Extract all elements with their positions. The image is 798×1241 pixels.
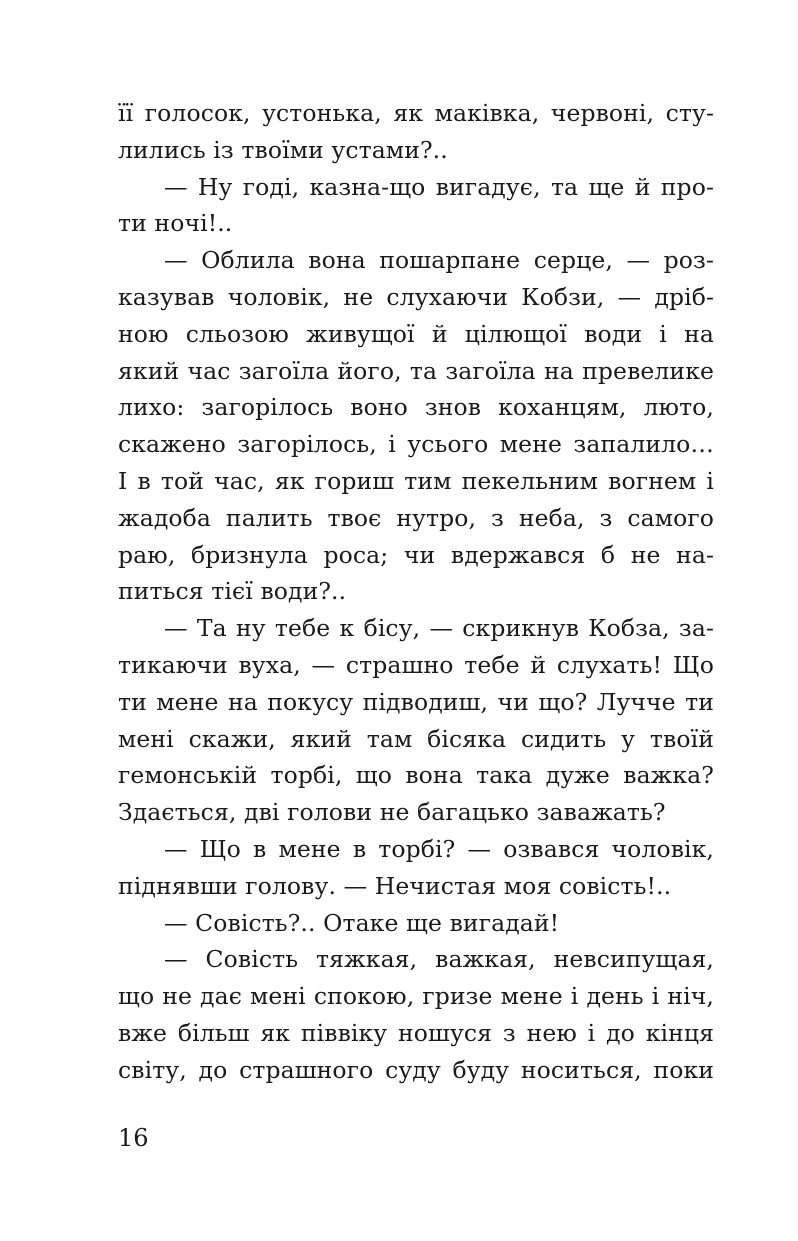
text-line: світу, до страшного суду буду носиться, поки	[118, 1055, 714, 1084]
text-line: тикаючи вуха, — страшно тебе й слухать! Що	[118, 650, 714, 679]
text-line: що не дає мені спокою, гризе мене і день і ніч,	[118, 982, 714, 1011]
text-line: раю, бризнула роса; чи вдержався б не на-	[118, 540, 714, 569]
text-line: І в той час, як гориш тим пекельним вогнем і	[118, 466, 714, 495]
text-line: скажено загорілось, і усього мене запалило…	[118, 430, 714, 459]
text-line: гемонській торбі, що вона така дуже важка?	[118, 761, 714, 790]
text-line: казував чоловік, не слухаючи Кобзи, — дріб-	[118, 282, 714, 311]
text-line: жадоба палить твоє нутро, з неба, з самого	[118, 503, 714, 532]
text-line: — Совість?.. Отаке ще вигадай!	[164, 908, 560, 937]
text-line: — Совість тяжкая, важкая, невсипущая,	[164, 945, 714, 974]
text-line: її голосок, устонька, як маківка, червоні, сту-	[118, 99, 714, 127]
text-line: ною сльозою живущої й цілющої води і на	[118, 319, 714, 348]
text-line: який час загоїла його, та загоїла на превелике	[118, 356, 714, 385]
text-line: питься тієї води?..	[118, 577, 347, 606]
text-line: ти мене на покусу підводиш, чи що? Лучче ти	[118, 687, 714, 716]
page-number: 16	[118, 1124, 149, 1152]
text-line: — Ну годі, казна-що вигадує, та ще й про-	[164, 172, 714, 201]
text-line: лихо: загорілось воно знов коханцям, люто,	[118, 393, 714, 422]
text-line: — Що в мене в торбі? — озвався чоловік,	[164, 834, 714, 863]
text-line: — Облила вона пошарпане серце, — роз-	[164, 246, 714, 275]
text-line: вже більш як піввіку ношуся з нею і до кінця	[118, 1018, 714, 1047]
text-line: ти ночі!..	[118, 209, 233, 238]
text-line: піднявши голову. — Нечистая моя совість!..	[118, 871, 672, 900]
page-text-block	[118, 95, 714, 1089]
text-line: лились із твоїми устами?..	[118, 135, 448, 164]
text-line: Здається, дві голови не багацько заважать?	[118, 798, 666, 827]
text-line: — Та ну тебе к бісу, — скрикнув Кобза, за-	[164, 614, 714, 643]
text-line: мені скажи, який там бісяка сидить у твоїй	[118, 724, 714, 753]
